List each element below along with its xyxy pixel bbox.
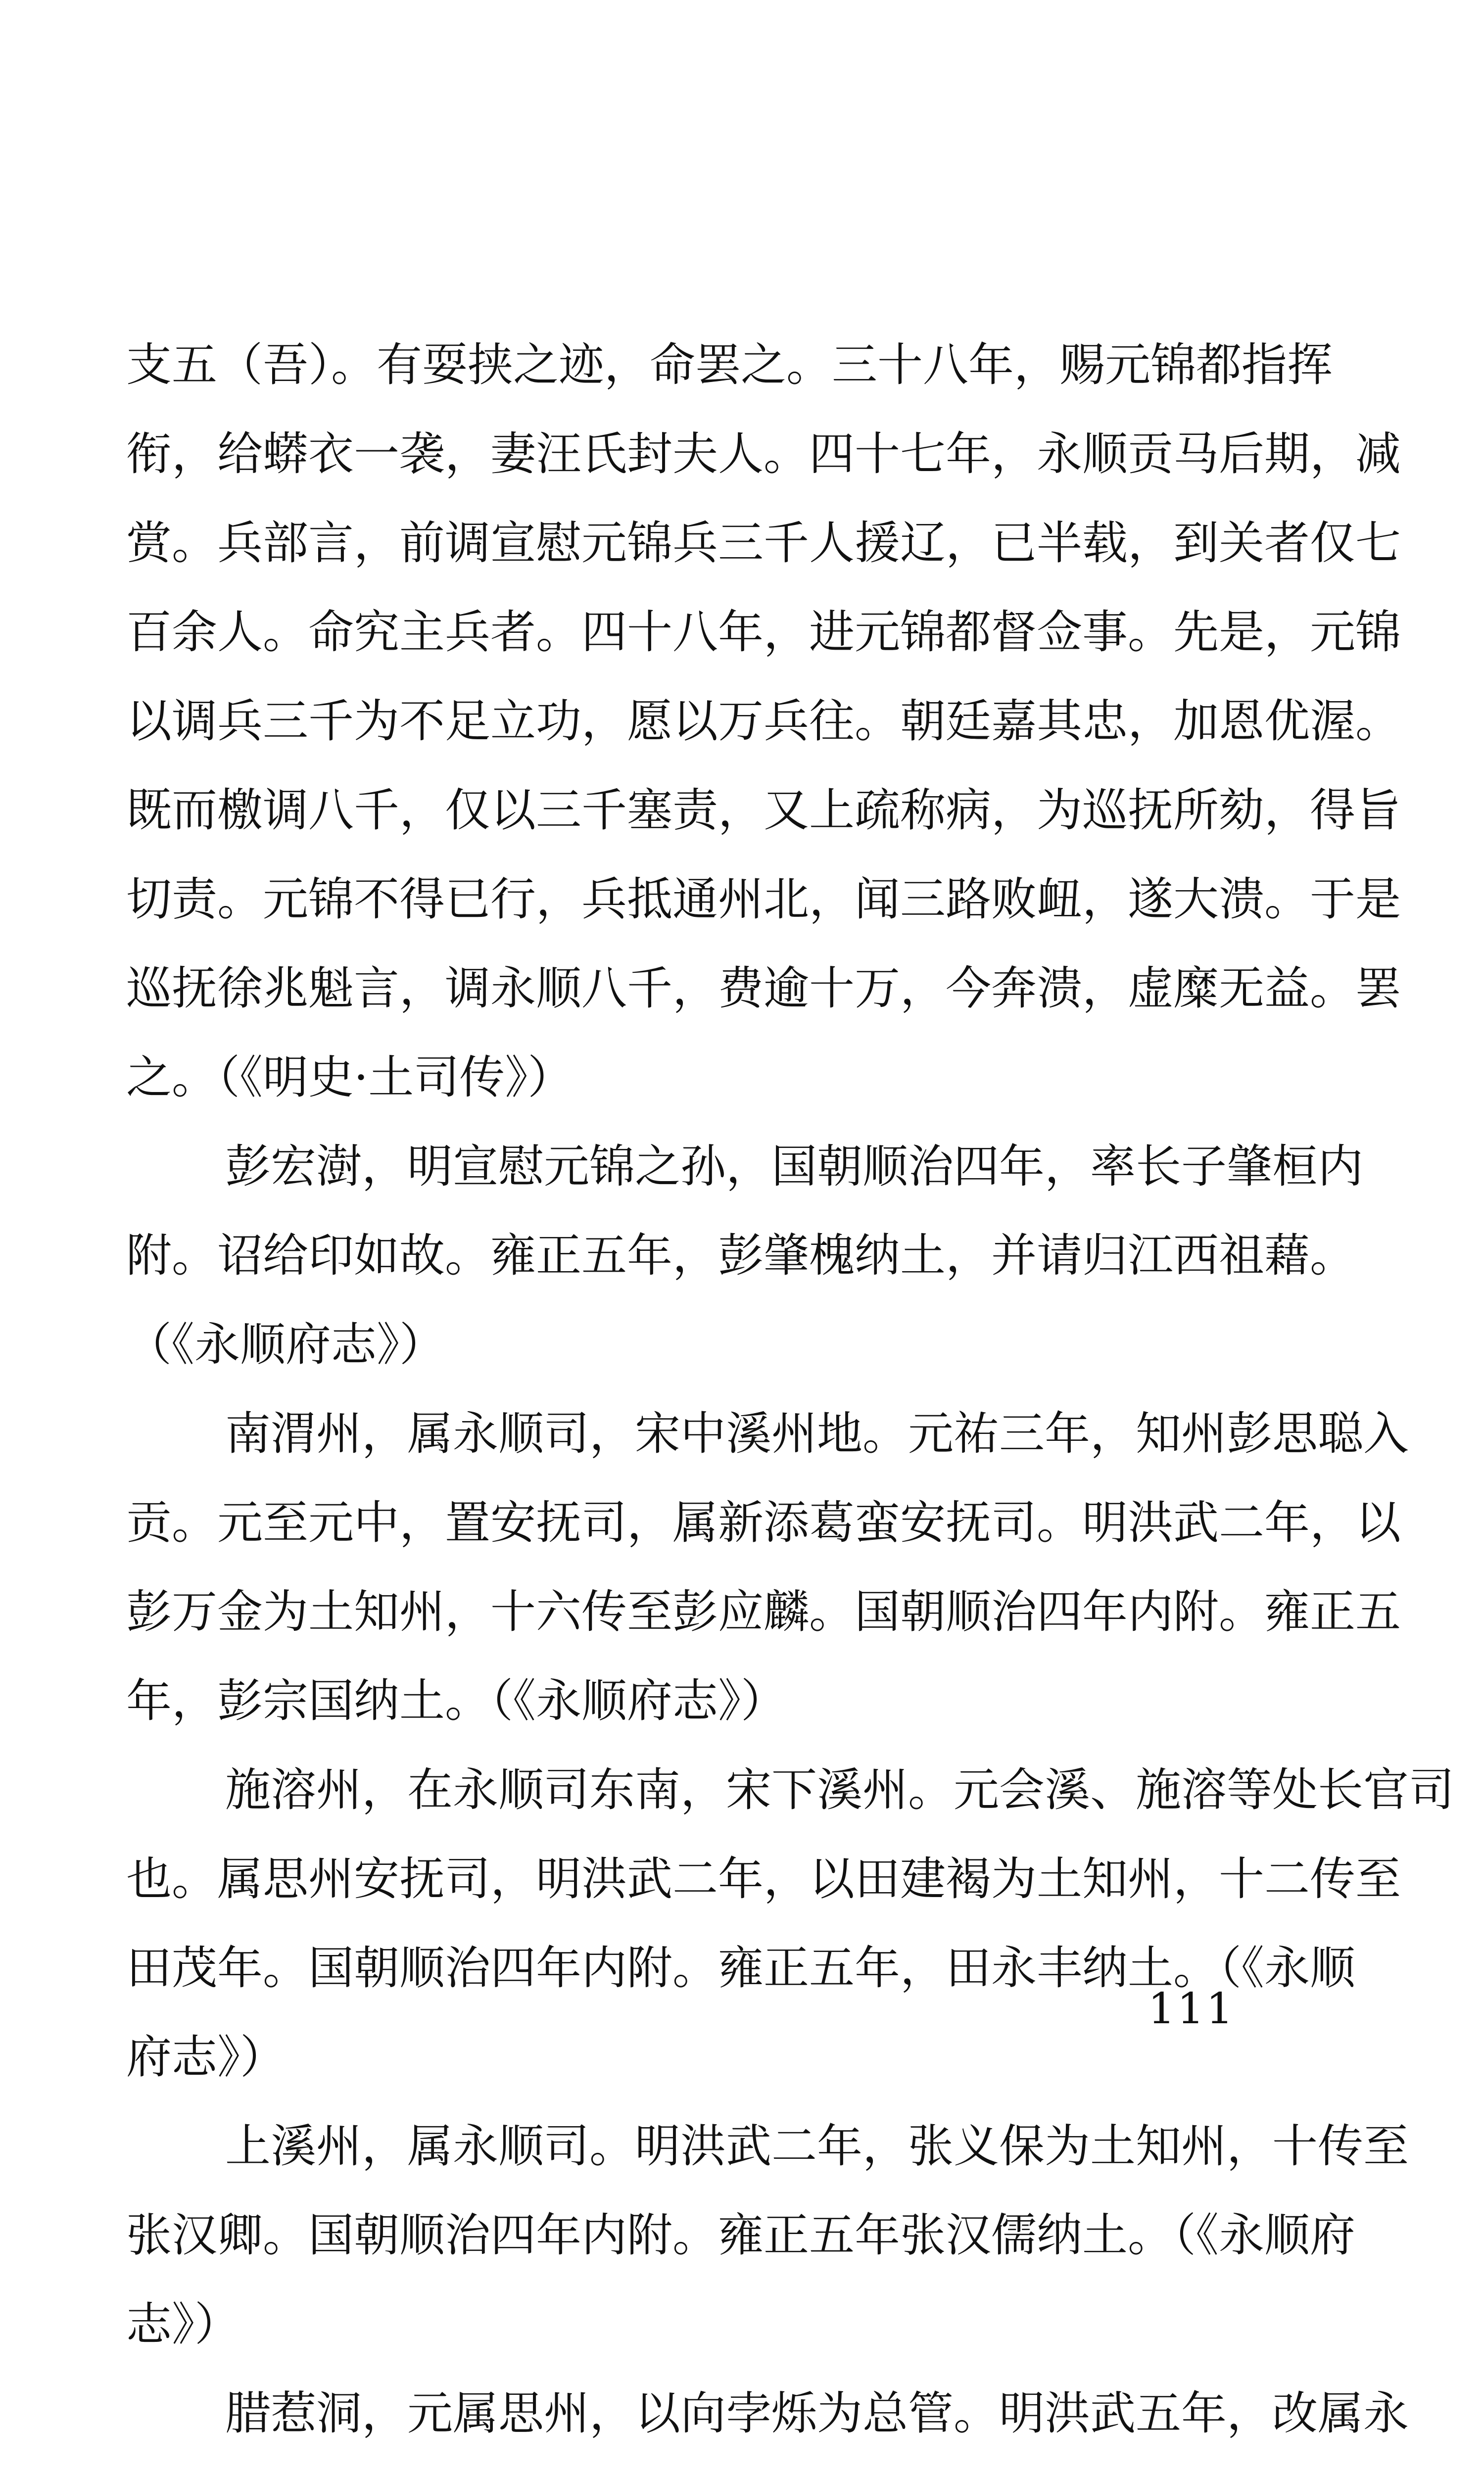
text-line: 支五（吾）。有耍挟之迹，命罢之。三十八年，赐元锦都指挥: [126, 338, 1333, 391]
text-line: 南渭州，属永顺司，宋中溪州地。元祐三年，知州彭思聪入: [225, 1407, 1409, 1460]
text-line: 也。属思州安抚司，明洪武二年，以田建褐为土知州，十二传至: [126, 1853, 1401, 1905]
text-line: 既而檄调八千，仅以三千塞责，又上疏称病，为巡抚所劾，得旨: [126, 784, 1401, 837]
text-line: 百余人。命究主兵者。四十八年，进元锦都督佥事。先是，元锦: [126, 606, 1401, 659]
text-line: 切责。元锦不得已行，兵抵通州北，闻三路败衄，遂大溃。于是: [126, 873, 1401, 926]
text-line: [126, 2458, 1319, 2474]
text-line: （《永顺府志》）: [126, 1318, 445, 1371]
text-line: 府志》）: [126, 2031, 286, 2084]
text-line: 彭万金为土知州，十六传至彭应麟。国朝顺治四年内附。雍正五: [126, 1585, 1401, 1638]
text-line: 衔，给蟒衣一袭，妻汪氏封夫人。四十七年，永顺贡马后期，减: [126, 428, 1401, 480]
text-line: 彭宏澍，明宣慰元锦之孙，国朝顺治四年，率长子肇桓内: [225, 1140, 1364, 1193]
text-line: 赏。兵部言，前调宣慰元锦兵三千人援辽，已半载，到关者仅七: [126, 517, 1401, 570]
text-line: 上溪州，属永顺司。明洪武二年，张义保为土知州，十传至: [225, 2120, 1409, 2173]
text-line: 贡。元至元中，置安抚司，属新添葛蛮安抚司。明洪武二年，以: [126, 1496, 1401, 1549]
text-line: 田茂年。国朝顺治四年内附。雍正五年，田永丰纳土。（《永顺: [126, 1942, 1356, 1995]
text-line: 年，彭宗国纳土。（《永顺府志》）: [126, 1674, 787, 1727]
text-line: 附。诏给印如故。雍正五年，彭肇槐纳土，并请归江西祖藉。: [126, 1229, 1356, 1282]
page-number: 111: [1148, 1984, 1236, 2034]
text-line: 施溶州，在永顺司东南，宋下溪州。元会溪、施溶等处长官司: [225, 1763, 1455, 1816]
text-line: 腊惹洞，元属思州，以向孛烁为总管。明洪武五年，改属永: [225, 2387, 1409, 2440]
text-line: 志》）: [126, 2298, 240, 2351]
text-line: 巡抚徐兆魁言，调永顺八千，费逾十万，今奔溃，虚糜无益。罢: [126, 962, 1401, 1015]
text-line: 之。（《明史·土司传》）: [126, 1051, 574, 1104]
text-line: 张汉卿。国朝顺治四年内附。雍正五年张汉儒纳土。（《永顺府: [126, 2209, 1356, 2262]
text-line: 以调兵三千为不足立功，愿以万兵往。朝廷嘉其忠，加恩优渥。: [126, 695, 1401, 748]
body-text: [126, 321, 1455, 2474]
